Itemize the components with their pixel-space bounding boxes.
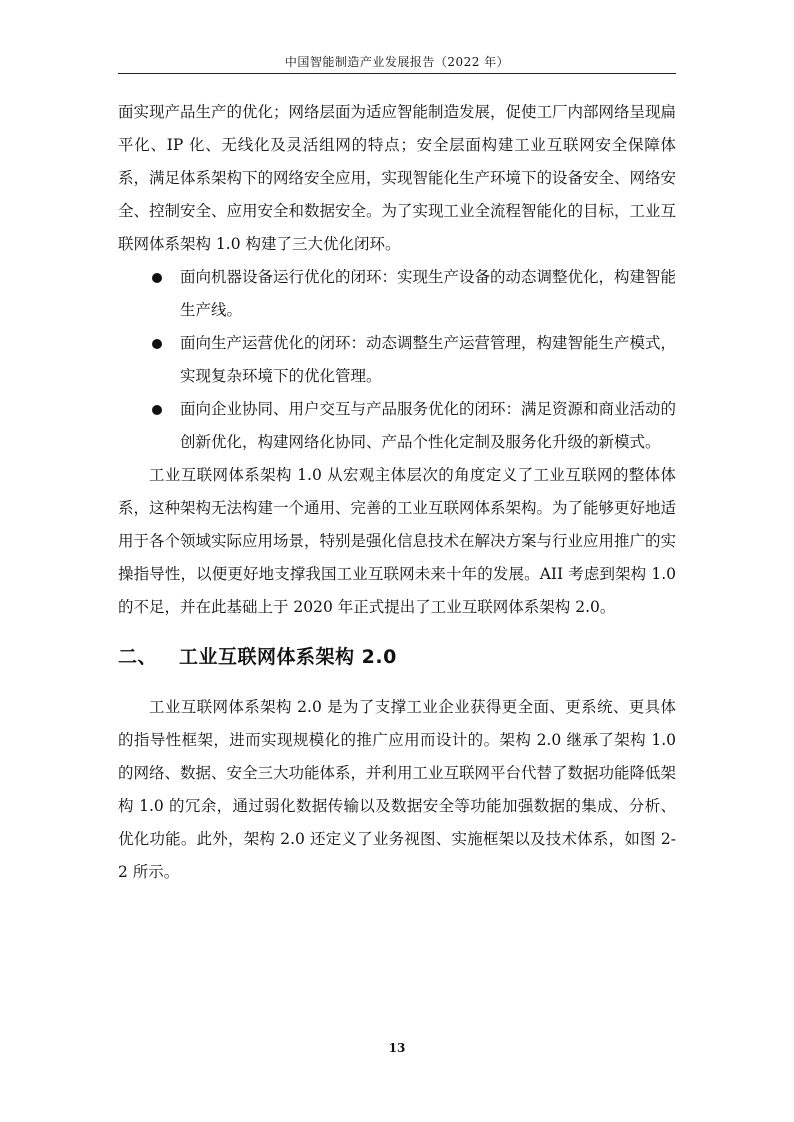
paragraph: 工业互联网体系架构 1.0 从宏观主体层次的角度定义了工业互联网的整体体系，这种架构无法构建一个通用、完善的工业互联网体系架构。为了能够更好地适用于各个领域实际应用场景，特别是强化信息技术在解决方案与行业应用推广的实操指导性，以便更好地支撑我国工业互联网未来十年的发展。AII 考虑到架构 1.0 的不足，并在此基础上于 2020 年正式提出了工业互联网体系架构 2.0。 xyxy=(118,466,677,616)
section-title: 工业互联网体系架构 2.0 xyxy=(179,646,397,668)
bullet-list xyxy=(118,261,676,459)
paragraph: 面实现产品生产的优化；网络层面为适应智能制造发展，促使工厂内部网络呈现扁平化、IP 化、无线化及灵活组网的特点；安全层面构建工业互联网安全保障体系，满足体系架构下的网络安全应用，实现智能化生产环境下的设备安全、网络安全、控制安全、应用安全和数据安全。为了实现工业全流程智能化的目标，工业互联网体系架构 1.0 构建了三大优化闭环。 xyxy=(118,103,677,253)
page-body xyxy=(118,96,676,889)
bullet-text: 面向机器设备运行优化的闭环：实现生产设备的动态调整优化，构建智能生产线。 xyxy=(180,268,677,319)
bullet-item xyxy=(118,327,676,393)
section-number: 二、 xyxy=(118,646,158,668)
bullet-text: 面向生产运营优化的闭环：动态调整生产运营管理，构建智能生产模式，实现复杂环境下的优化管理。 xyxy=(180,334,677,385)
section-heading xyxy=(118,624,676,691)
bullet-icon xyxy=(152,339,162,349)
bullet-icon xyxy=(152,405,162,415)
bullet-item xyxy=(118,393,676,459)
page-number: 13 xyxy=(388,1041,406,1055)
bullet-text: 面向企业协同、用户交互与产品服务优化的闭环：满足资源和商业活动的创新优化，构建网络化协同、产品个性化定制及服务化升级的新模式。 xyxy=(180,400,677,451)
bullet-item xyxy=(118,261,676,327)
header-rule xyxy=(118,73,676,74)
running-header: 中国智能制造产业发展报告（2022 年） xyxy=(284,55,510,69)
bullet-icon xyxy=(152,273,162,283)
paragraph: 工业互联网体系架构 2.0 是为了支撑工业企业获得更全面、更系统、更具体的指导性框架，进而实现规模化的推广应用而设计的。架构 2.0 继承了架构 1.0 的网络、数据、安全三大功能体系，并利用工业互联网平台代替了数据功能降低架构 1.0 的冗余，通过弱化数据传输以及数据安全等功能加强数据的集成、分析、优化功能。此外，架构 2.0 还定义了业务视图、实施框架以及技术体系，如图 2-2 所示。 xyxy=(118,698,677,881)
